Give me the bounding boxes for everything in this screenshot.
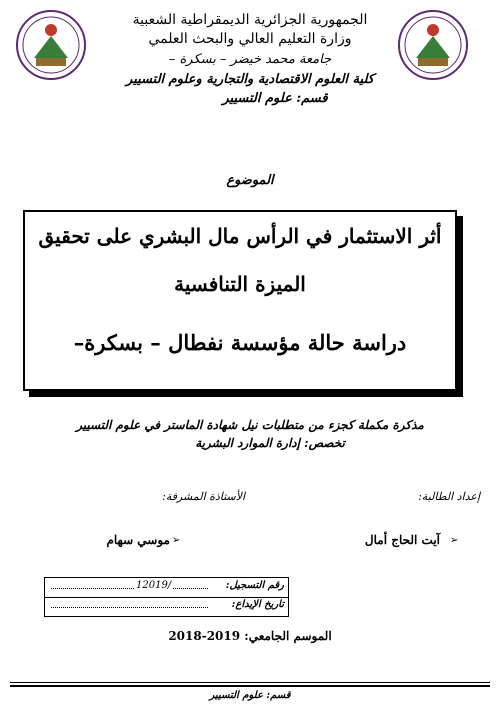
- registration-row: [45, 578, 288, 598]
- header-republic: الجمهورية الجزائرية الديمقراطية الشعبية: [132, 12, 368, 28]
- header-faculty: كلية العلوم الاقتصادية والتجارية وعلوم التسيير: [126, 72, 374, 87]
- supervisor-label: الأستاذة المشرفة:: [162, 490, 245, 503]
- footer-department: قسم: علوم التسيير: [209, 690, 291, 701]
- title-frame: [23, 210, 457, 391]
- title-line-2: الميزة التنافسية: [174, 272, 306, 296]
- memo-specialty: تخصص: إدارة الموارد البشرية: [195, 436, 345, 450]
- memo-description: مذكرة مكملة كجزء من متطلبات نيل شهادة الماستر في علوم التسيير: [76, 418, 424, 432]
- title-line-3: دراسة حالة مؤسسة نفطال – بسكرة–: [73, 330, 407, 355]
- student-label: إعداد الطالبة:: [418, 490, 480, 503]
- academic-season: الموسم الجامعي: 2019-2018: [168, 629, 332, 643]
- registration-number: 12019/: [136, 580, 172, 591]
- bullet-arrow-icon: ➢: [450, 535, 459, 546]
- registration-label: رقم التسجيل:: [225, 580, 284, 591]
- registration-box: [44, 577, 289, 617]
- header-department: قسم: علوم التسيير: [222, 91, 328, 106]
- student-name: آيت الحاج أمال: [364, 533, 440, 547]
- bullet-arrow-icon: ➢: [172, 535, 181, 546]
- header-university: جامعة محمد خيضر – بسكرة –: [168, 52, 332, 67]
- deposit-row: [45, 597, 288, 616]
- deposit-date-label: تاريخ الإيداع:: [231, 599, 284, 610]
- footer-divider: [10, 682, 490, 683]
- subject-label: الموضوع: [226, 173, 274, 188]
- header-ministry: وزارة التعليم العالي والبحث العلمي: [148, 31, 352, 47]
- title-line-1: أثر الاستثمار في الرأس مال البشري على تحقيق: [38, 224, 442, 248]
- supervisor-name: موسي سهام: [106, 533, 170, 547]
- footer-divider: [10, 685, 490, 687]
- university-logo-left: [14, 8, 88, 82]
